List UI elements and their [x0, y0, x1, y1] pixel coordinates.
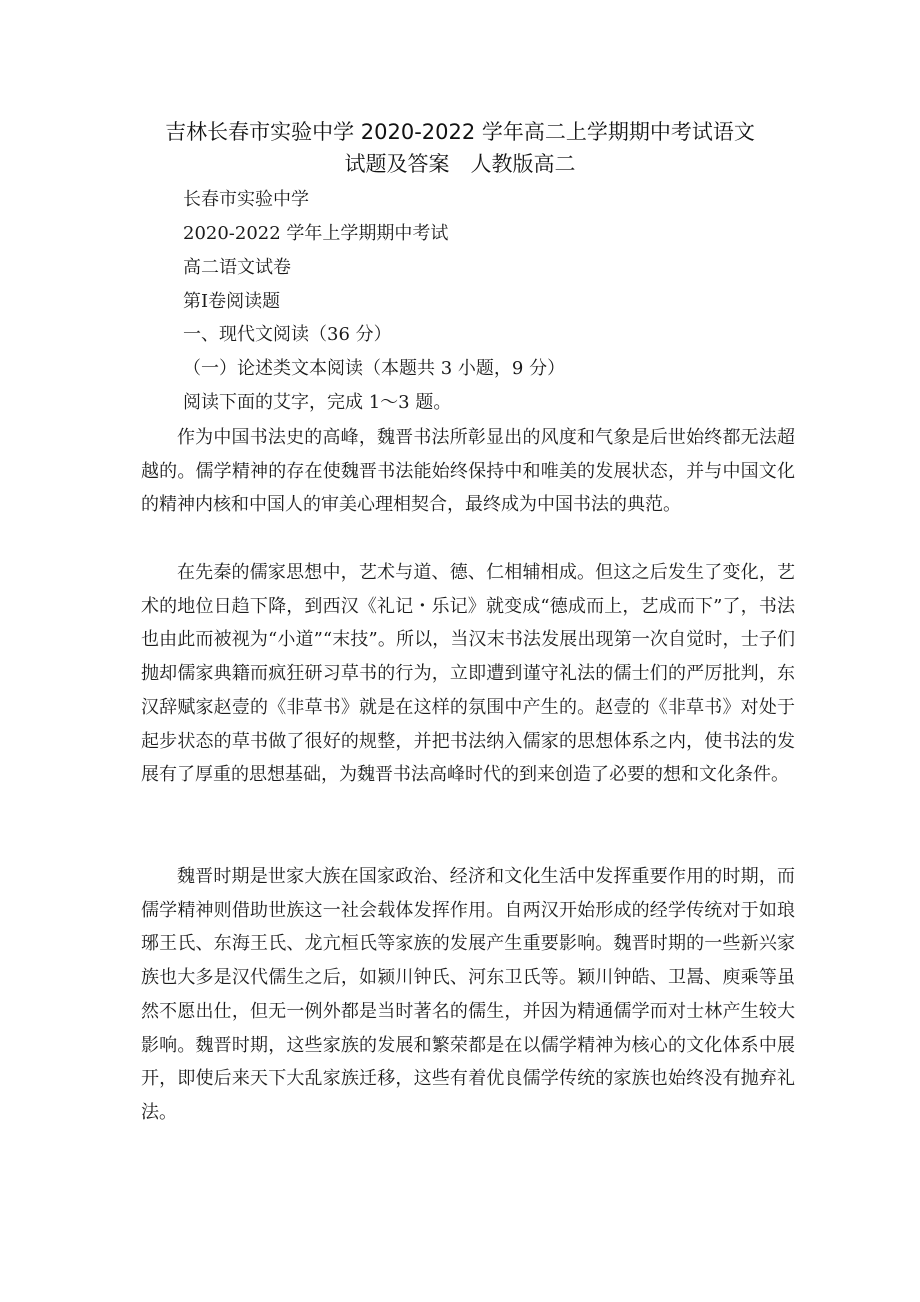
exam-paper-name: 高二语文试卷: [183, 257, 291, 278]
school-name: 长春市实验中学: [183, 189, 309, 210]
paragraph-1: 作为中国书法史的高峰，魏晋书法所彰显出的风度和气象是后世始终都无法超越的。儒学精神的存在使魏晋书法能始终保持中和唯美的发展状态，并与中国文化的精神内核和中国人的审美心理相契合，最终成为中国书法的典范。: [141, 427, 795, 516]
reading-instruction: 阅读下面的艾字，完成 1～3 题。: [183, 392, 452, 413]
section-heading: 一、现代文阅读（36 分）: [183, 324, 392, 345]
paragraph-3: 魏晋时期是世家大族在国家政治、经济和文化生活中发挥重要作用的时期，而儒学精神则借助世族这一社会载体发挥作用。自两汉开始形成的经学传统对于如琅琊王氏、东海王氏、龙亢桓氏等家族的发展产生重要影响。魏晋时期的一些新兴家族也大多是汉代儒生之后，如颍川钟氏、河东卫氏等。颖川钟皓、卫暠、庾乘等虽然不愿出仕，但无一例外都是当时著名的儒生，并因为精通儒学而对士林产生较大影响。魏晋时期，这些家族的发展和繁荣都是在以儒学精神为核心的文化体系中展开，即使后来天下大乱家族迁移，这些有着优良儒学传统的家族也始终没有抛弃礼法。: [141, 866, 795, 1123]
subsection-heading: （一）论述类文本阅读（本题共 3 小题，9 分）: [183, 358, 566, 379]
paragraph-2: 在先秦的儒家思想中，艺术与道、德、仁相辅相成。但这之后发生了变化，艺术的地位日趋下降，到西汉《礼记・乐记》就变成“德成而上，艺成而下”了，书法也由此而被视为“小道”“末技”。所以，当汉末书法发展出现第一次自觉时，士子们抛却儒家典籍而疯狂研习草书的行为，立即遭到谨守礼法的儒士们的严厉批判，东汉辞赋家赵壹的《非草书》就是在这样的氛围中产生的。赵壹的《非草书》对处于起步状态的草书做了很好的规整，并把书法纳入儒家的思想体系之内，使书法的发展有了厚重的思想基础，为魏晋书法高峰时代的到来创造了必要的想和文化条件。: [141, 562, 795, 786]
document-title-line-1: 吉林长春市实验中学 2020-2022 学年高二上学期期中考试语文: [165, 120, 755, 144]
volume-heading: 第Ⅰ卷阅读题: [183, 291, 281, 312]
document-title-line-2: 试题及答案 人教版高二: [344, 152, 576, 176]
exam-term: 2020-2022 学年上学期期中考试: [183, 223, 449, 244]
